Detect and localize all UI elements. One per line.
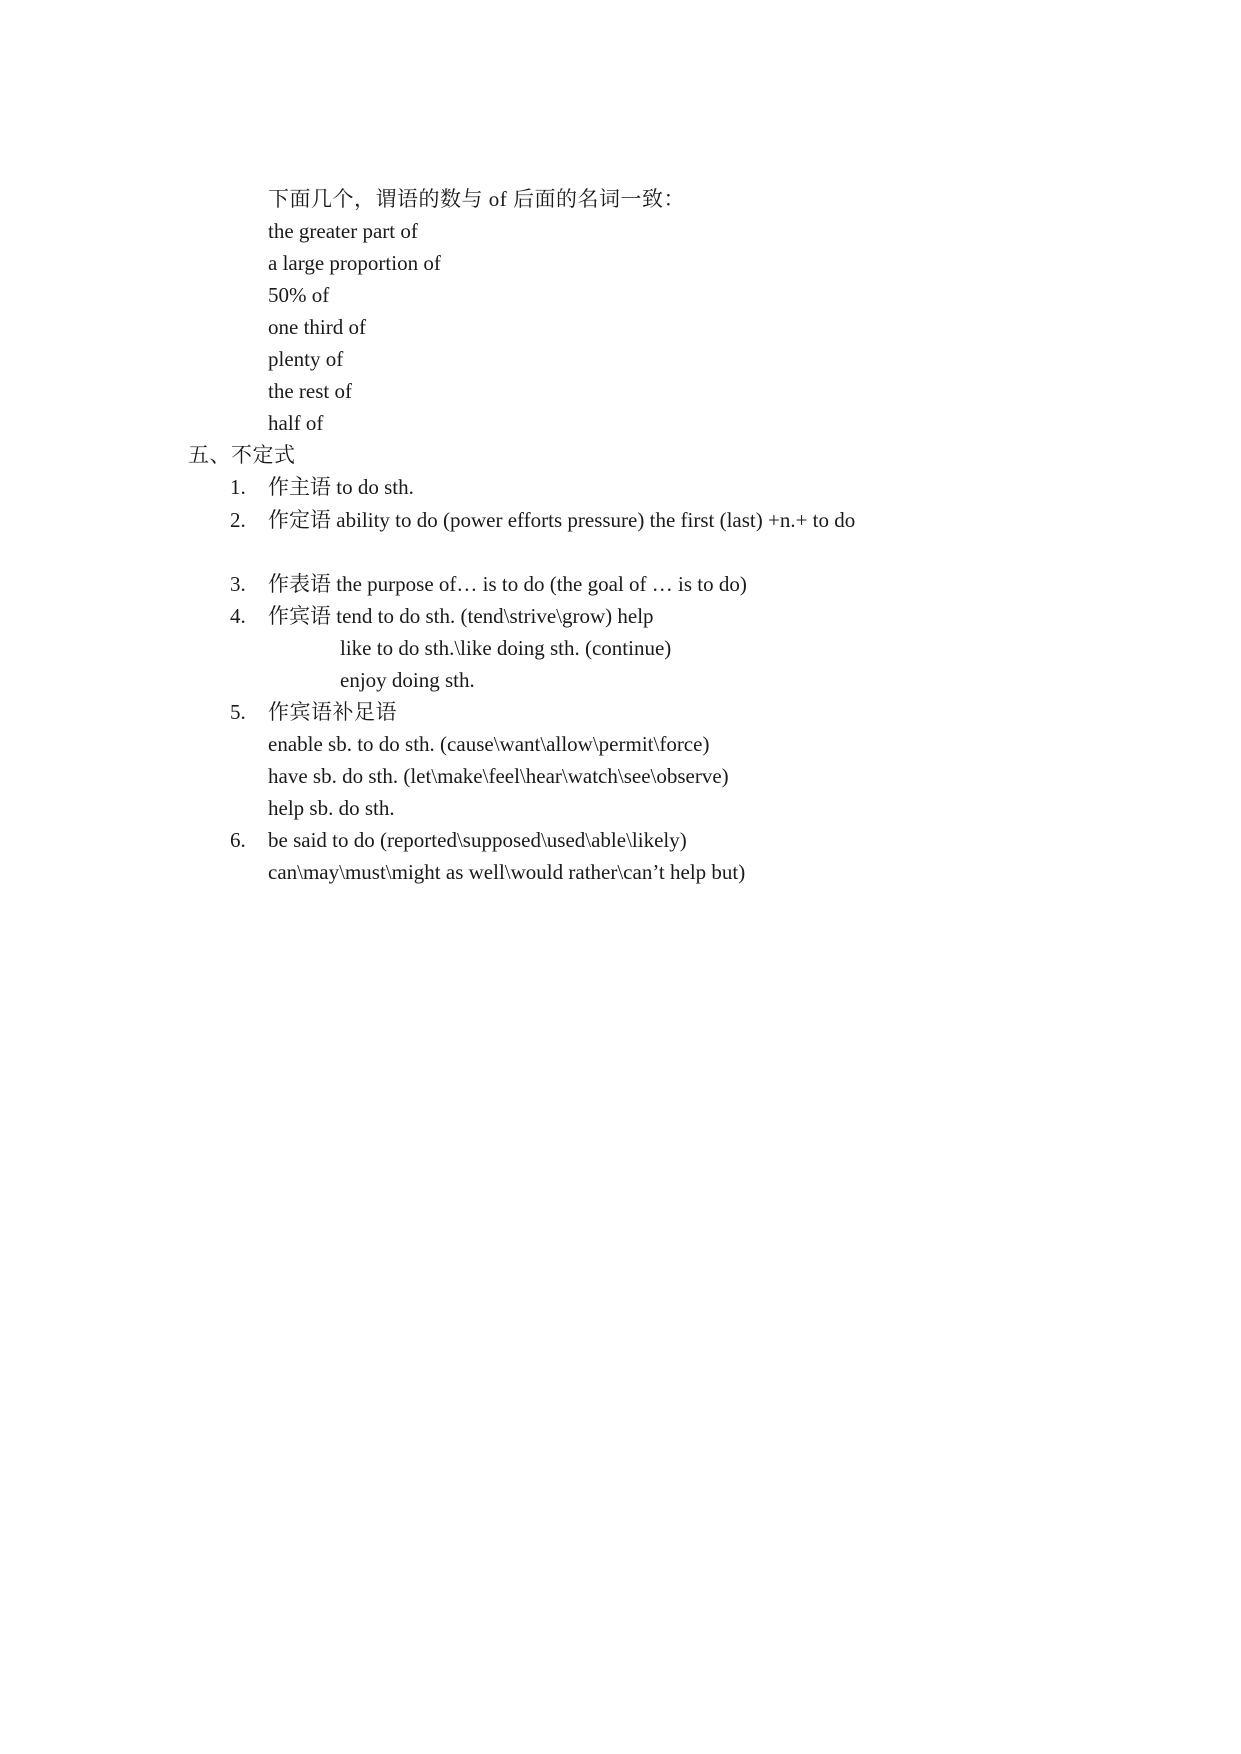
item-line: 作定语 ability to do (power efforts pressure) the first (last) +n.+ to do [268,508,856,532]
item-number: 1. [230,475,246,499]
item-line: 作表语 the purpose of… is to do (the goal of … is to do) [268,572,747,596]
phrase-item: half of [268,411,324,435]
phrase-item: plenty of [268,347,344,371]
item-number: 2. [230,508,246,532]
item-number: 3. [230,572,246,596]
section-title: 五、不定式 [188,443,296,467]
item-line: 作宾语 tend to do sth. (tend\strive\grow) help [268,604,654,628]
item-line: 作主语 to do sth. [268,475,414,499]
item-line: have sb. do sth. (let\make\feel\hear\watch\see\observe) [268,764,729,788]
item-line: be said to do (reported\supposed\used\able\likely) [268,828,687,852]
item-number: 5. [230,700,246,724]
item-line: help sb. do sth. [268,796,395,820]
item-line: like to do sth.\like doing sth. (continue) [340,636,672,660]
phrase-item: 50% of [268,283,330,307]
phrase-item: the greater part of [268,219,418,243]
item-line: enable sb. to do sth. (cause\want\allow\permit\force) [268,732,710,756]
phrase-item: one third of [268,315,366,339]
intro-heading: 下面几个，谓语的数与 of 后面的名词一致： [268,187,685,211]
item-number: 4. [230,604,246,628]
item-line: 作宾语补足语 [268,700,397,724]
phrase-item: the rest of [268,379,352,403]
item-line: enjoy doing sth. [340,668,475,692]
item-line: can\may\must\might as well\would rather\can’t help but) [268,860,746,884]
phrase-item: a large proportion of [268,251,441,275]
item-number: 6. [230,828,246,852]
